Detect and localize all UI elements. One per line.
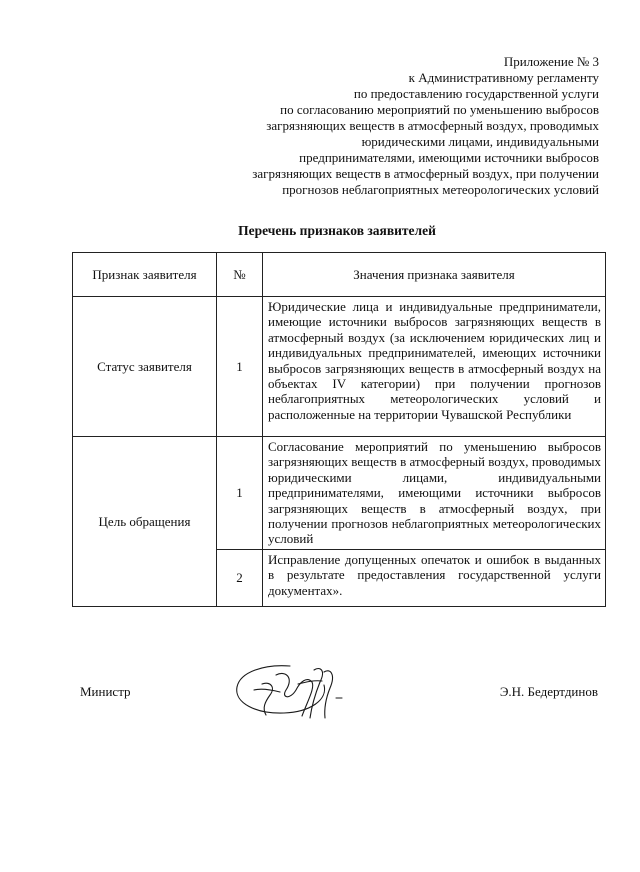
attribute-cell: Статус заявителя xyxy=(73,297,217,437)
header-number: № xyxy=(217,253,263,297)
signer-role: Министр xyxy=(80,684,131,699)
value-cell xyxy=(263,437,606,550)
appendix-line: по предоставлению государственной услуги xyxy=(353,86,599,101)
header-values: Значения признака заявителя xyxy=(263,253,606,297)
appendix-line: к Административному регламенту xyxy=(408,70,599,85)
appendix-header xyxy=(129,54,599,198)
value-cell xyxy=(263,297,606,437)
number-cell: 2 xyxy=(217,549,263,606)
appendix-line: по согласованию мероприятий по уменьшению выбросов xyxy=(280,102,599,117)
handwritten-signature xyxy=(232,660,362,722)
appendix-line: загрязняющих веществ в атмосферный воздух, при получении xyxy=(252,166,599,181)
number-cell: 1 xyxy=(217,297,263,437)
appendix-line: предпринимателями, имеющими источники выбросов xyxy=(299,150,599,165)
table-row xyxy=(73,437,606,550)
value-text: Юридические лица и индивидуальные предприниматели, имеющие источники выбросов загрязняющих веществ в атмосферный воздух (за исключением юридических лиц и индивидуальных предпринимателей, имеющих источники выбросов загрязняющих веществ в атмосферный воздух на объектах IV категории) при получении прогнозов неблагоприятных метеорологических условий и расположенные на территории Чувашской Республики xyxy=(268,299,601,422)
appendix-line: юридическими лицами, индивидуальными xyxy=(361,134,599,149)
table-header-row xyxy=(73,253,606,297)
value-cell xyxy=(263,549,606,606)
value-text: Исправление допущенных опечаток и ошибок в выданных в результате предоставления государственной услуги документах». xyxy=(268,551,601,598)
appendix-line: загрязняющих веществ в атмосферный воздух, проводимых xyxy=(266,118,599,133)
table-row xyxy=(73,297,606,437)
number-cell: 1 xyxy=(217,437,263,550)
applicant-attributes-table xyxy=(72,252,606,607)
appendix-line: Приложение № 3 xyxy=(503,54,599,69)
appendix-line: прогнозов неблагоприятных метеорологических условий xyxy=(282,182,599,197)
header-attribute: Признак заявителя xyxy=(73,253,217,297)
value-text: Согласование мероприятий по уменьшению выбросов загрязняющих веществ в атмосферный воздух, проводимых юридическими лицами, индивидуальными предпринимателями, имеющими источники выбросов загрязняющих веществ в атмосферный воздух, при получении прогнозов неблагоприятных метеорологических условий xyxy=(268,439,601,547)
signer-name: Э.Н. Бедертдинов xyxy=(499,684,598,699)
signature-block xyxy=(0,660,640,720)
attribute-cell: Цель обращения xyxy=(73,437,217,607)
document-title: Перечень признаков заявителей xyxy=(238,223,436,238)
